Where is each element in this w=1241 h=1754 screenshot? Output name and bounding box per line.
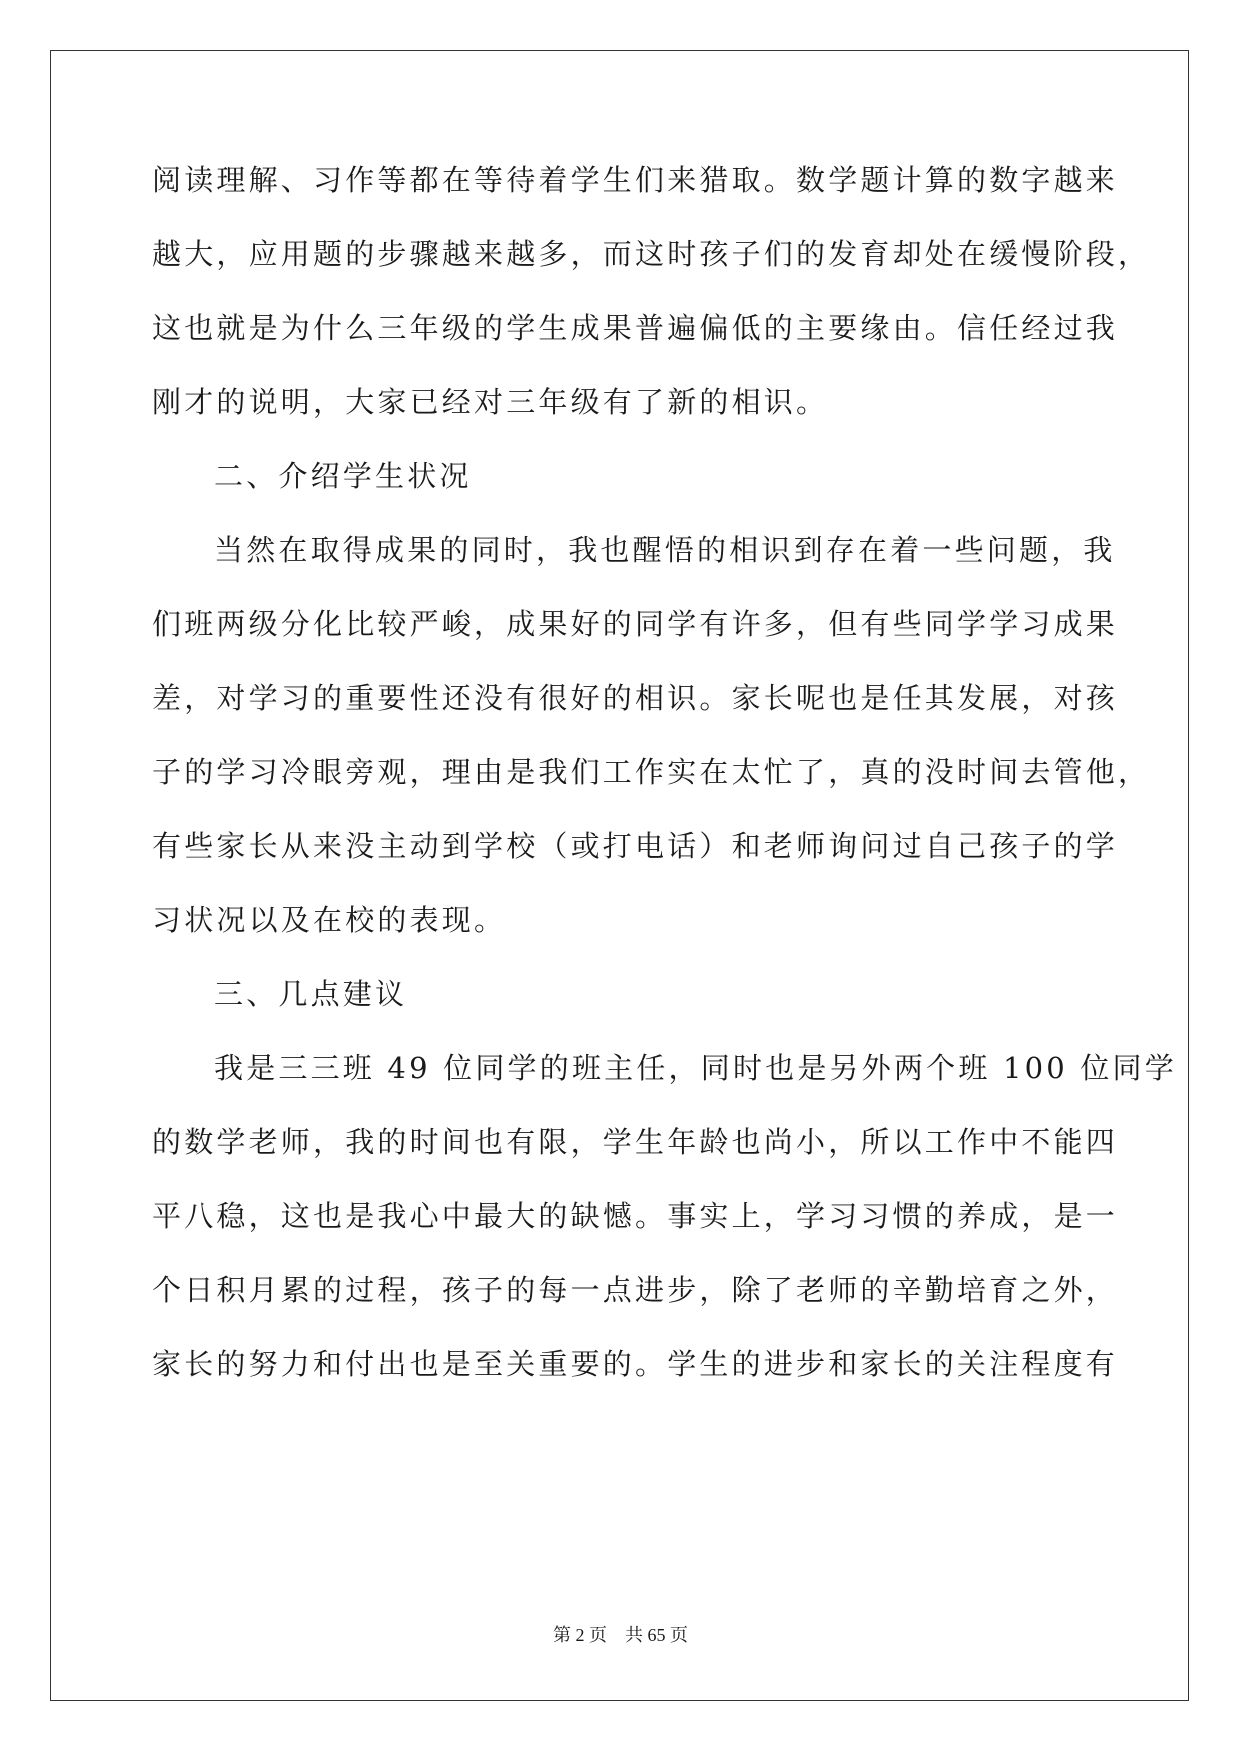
- text-line: 差，对学习的重要性还没有很好的相识。家长呢也是任其发展，对孩: [152, 681, 1119, 715]
- section-heading: 三、几点建议: [214, 977, 408, 1011]
- text-line: 的数学老师，我的时间也有限，学生年龄也尚小，所以工作中不能四: [152, 1125, 1119, 1159]
- page-number: 第 2 页 共 65 页: [553, 1625, 688, 1645]
- section-heading: 二、介绍学生状况: [214, 459, 472, 493]
- text-line: 有些家长从来没主动到学校（或打电话）和老师询问过自己孩子的学: [152, 829, 1119, 863]
- text-line: 我是三三班 49 位同学的班主任，同时也是另外两个班 100 位同学: [214, 1051, 1177, 1085]
- text-line: 刚才的说明，大家已经对三年级有了新的相识。: [152, 385, 829, 419]
- text-line: 阅读理解、习作等都在等待着学生们来猎取。数学题计算的数字越来: [152, 163, 1119, 197]
- text-line: 这也就是为什么三年级的学生成果普遍偏低的主要缘由。信任经过我: [152, 311, 1119, 345]
- text-line: 子的学习冷眼旁观，理由是我们工作实在太忙了，真的没时间去管他，: [152, 755, 1151, 789]
- text-line: 家长的努力和付出也是至关重要的。学生的进步和家长的关注程度有: [152, 1347, 1119, 1381]
- text-line: 们班两级分化比较严峻，成果好的同学有许多，但有些同学学习成果: [152, 607, 1119, 641]
- text-line: 平八稳，这也是我心中最大的缺憾。事实上，学习习惯的养成，是一: [152, 1199, 1119, 1233]
- page-border: [50, 50, 1189, 1701]
- text-line: 习状况以及在校的表现。: [152, 903, 507, 937]
- text-line: 个日积月累的过程，孩子的每一点进步，除了老师的辛勤培育之外，: [152, 1273, 1119, 1307]
- text-line: 越大，应用题的步骤越来越多，而这时孩子们的发育却处在缓慢阶段，: [152, 237, 1151, 271]
- text-line: 当然在取得成果的同时，我也醒悟的相识到存在着一些问题，我: [214, 533, 1116, 567]
